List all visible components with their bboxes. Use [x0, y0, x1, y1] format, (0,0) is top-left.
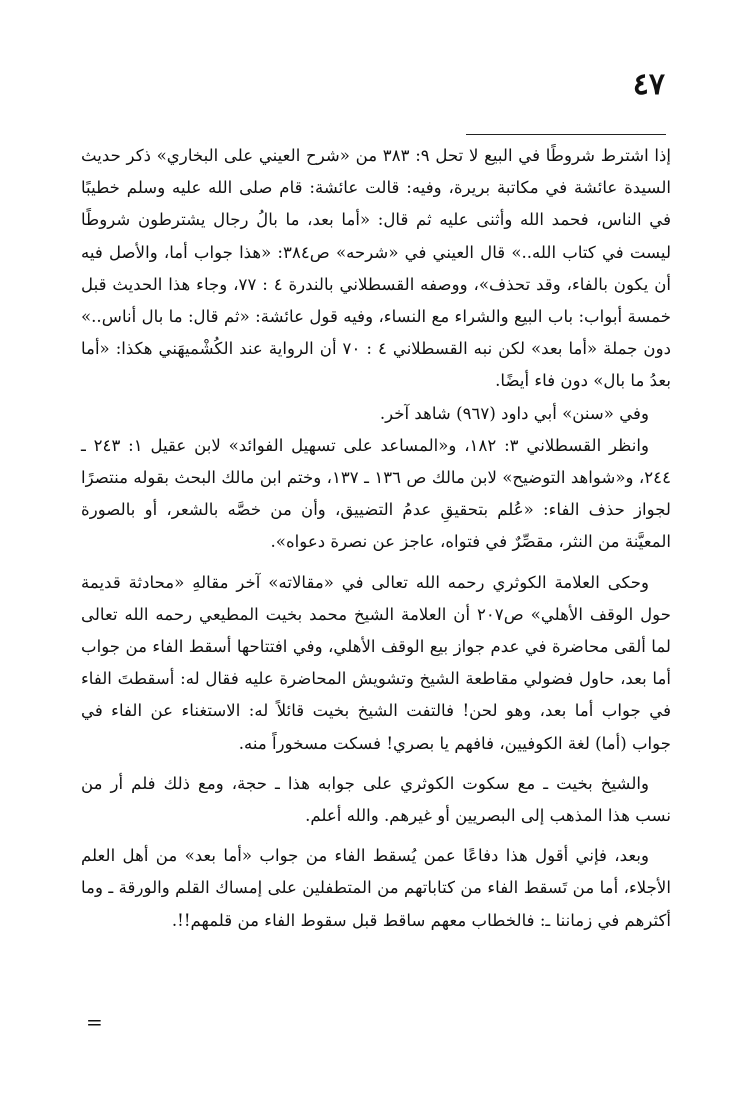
footnote-body — [81, 140, 671, 937]
footnote-separator-rule — [466, 134, 666, 135]
footnote-paragraph-1: إذا اشترط شروطًا في البيع لا تحل ٩: ٣٨٣ من «شرح العيني على البخاري» ذكر حديث السيدة عائشة في مكاتبة بريرة، وفيه: قالت عائشة: قام صلى الله عليه وسلم خطيبًا في الناس، فحمد الله وأثنى عليه ثم قال: «أما بعد، ما بالُ رجال يشترطون شروطًا ليست في كتاب الله..» قال العيني في «شرحه» ص٣٨٤: «هذا جواب أما، والأصل فيه أن يكون بالفاء، وقد تحذف»، ووصفه القسطلاني بالندرة ٤ : ٧٧، وجاء هذا الحديث قبل خمسة أبواب: باب البيع والشراء مع النساء، وفيه قول عائشة: «ثم قال: ما بال أناس..» دون جملة «أما بعد» لكن نبه القسطلاني ٤ : ٧٠ أن الرواية عند الكُشْميهَني هكذا: «أما بعدُ ما بال» دون فاء أيضًا. — [81, 146, 671, 391]
footnote-paragraph-5: والشيخ بخيت ـ مع سكوت الكوثري على جوابه هذا ـ حجة، ومع ذلك فلم أر من نسب هذا المذهب إلى البصريين أو غيرهم. والله أعلم. — [81, 773, 671, 826]
footnote-paragraph-3: وانظر القسطلاني ٣: ١٨٢، و«المساعد على تسهيل الفوائد» لابن عقيل ١: ٢٤٣ ـ ٢٤٤، و«شواهد التوضيح» لابن مالك ص ١٣٦ ـ ١٣٧، وختم ابن مالك البحث بقوله منتصرًا لجواز حذف الفاء: «عُلم بتحقيقِ عدمُ التضييق، وأن من خصَّه بالشعر، أو بالصورة المعيَّنة من النثر، مقصِّرٌ في فتواه، عاجز عن نصرة دعواه». — [81, 435, 672, 552]
footnote-continuation-mark: = — [86, 1010, 103, 1034]
footnote-paragraph-2: وفي «سنن» أبي داود (٩٦٧) شاهد آخر. — [379, 403, 649, 423]
page-number: ٤٧ — [632, 67, 665, 102]
footnote-paragraph-6: وبعد، فإني أقول هذا دفاعًا عمن يُسقط الفاء من جواب «أما بعد» من أهل العلم الأجلاء، أما من تَسقط الفاء من كتاباتهم من المتطفلين على إمساك القلم والورقة ـ وما أكثرهم في زماننا ـ: فالخطاب معهم ساقط قبل سقوط الفاء من قلمهم!!. — [81, 846, 671, 930]
footnote-paragraph-4: وحكى العلامة الكوثري رحمه الله تعالى في «مقالاته» آخر مقالهِ «محادثة قديمة حول الوقف الأهلي» ص٢٠٧ أن العلامة الشيخ محمد بخيت المطيعي رحمه الله تعالى لما ألقى محاضرة في عدم جواز بيع الوقف الأهلي، وفي افتتاحها أسقط الفاء من جواب أما بعد، حاول فضولي مقاطعة الشيخ وتشويش المحاضرة عليه فقال له: أسقطتَ الفاء في جواب أما بعد، وهو لحن! فالتفت الشيخ بخيت قائلاً له: الاستغناء عن الفاء في جواب (أما) لغة الكوفيين، فافهم يا بصري! فسكت مسخوراً منه. — [81, 572, 671, 753]
